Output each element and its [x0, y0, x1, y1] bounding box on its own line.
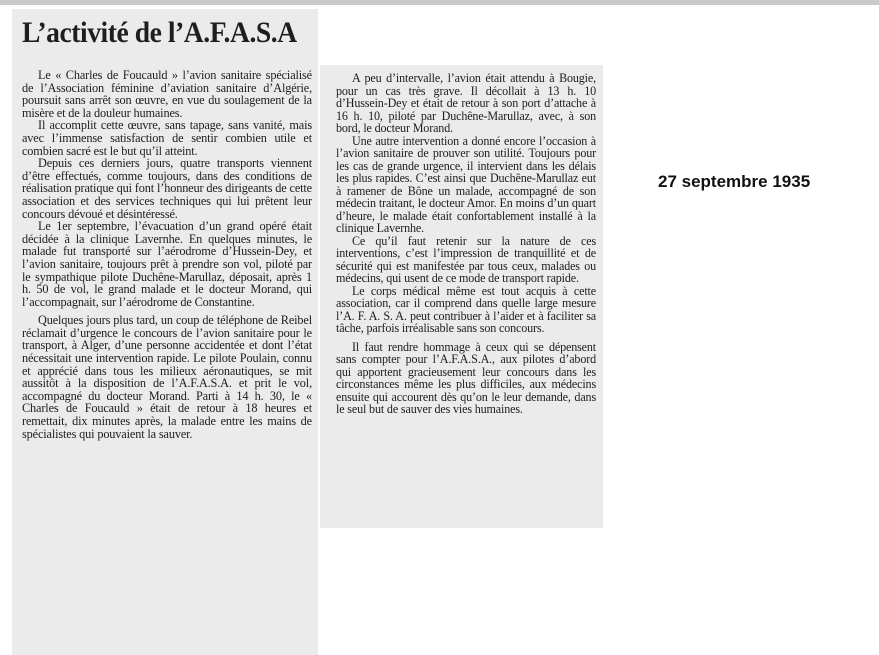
paragraph: A peu d’intervalle, l’avion était attendu à Bougie, pour un cas très grave. Il décollait à 13 h. 10 d’Hussein-Dey et était de retour à son port d’attache à 16 h. 10, piloté par Duchêne-Marullaz, avec, à son bord, le docteur Morand.: [336, 71, 596, 135]
paragraph: Le corps médical même est tout acquis à cette association, car il comprend dans quelle large mesure l’A. F. A. S. A. peut contribuer à l’aider et à faciliter sa tâche, parfois irréalisable sans son concours.: [336, 283, 596, 335]
paragraph: Il faut rendre hommage à ceux qui se dépensent sans compter pour l’A.F.A.S.A., aux pilotes d’abord qui apportent gracieusement leur concours dans les circonstances même les plus difficiles, aux médecins ensuite qui accourent dès qu’on le leur demande, dans le seul but de sauver des vies humaines.: [336, 339, 596, 416]
top-divider-bar: [0, 0, 879, 5]
paragraph: Ce qu’il faut retenir sur la nature de ces interventions, c’est l’impression de tranquillité et de sécurité qui est manifestée par tous ceux, malades ou médecins, qui usent de ce mode de transport rapide.: [336, 233, 596, 285]
paragraph: Le 1er septembre, l’évacuation d’un grand opéré était décidée à la clinique Lavernhe. En quelques minutes, le malade fut transporté sur l’aérodrome d’Hussein-Dey, et l’avion sanitaire, toujours prêt à prendre son vol, piloté par le sympathique pilote Duchêne-Marullaz, déposait, après 1 h. 50 de vol, le grand malade et le docteur Morand, qui l’accompagnait, sur l’aérodrome de Constantine.: [22, 219, 312, 309]
date-label: 27 septembre 1935: [658, 172, 811, 191]
article-headline: L’activité de l’A.F.A.S.A: [22, 16, 297, 49]
paragraph: Il accomplit cette œuvre, sans tapage, sans vanité, mais avec l’immense satisfaction de sentir combien utile et combien sacré est le but qu’il atteint.: [22, 118, 312, 158]
right-column: [336, 72, 596, 416]
newspaper-clipping-left: [12, 9, 318, 655]
left-column: [22, 69, 312, 440]
paragraph: Une autre intervention a donné encore l’occasion à l’avion sanitaire de prouver son utilité. Toujours pour les cas de grande urgence, il intervient dans les délais les plus rapides. C’est ainsi que Duchêne-Marullaz eut à ramener de Bône un malade, accompagné de son médecin traitant, le docteur Amor. En moins d’un quart d’heure, le malade était confortablement installé à la clinique Lavernhe.: [336, 133, 596, 235]
paragraph: Le « Charles de Foucauld » l’avion sanitaire spécialisé de l’Association féminine d’aviation sanitaire d’Algérie, poursuit sans arrêt son œuvre, en vue du soulagement de la misère et de la douleur humaines.: [22, 68, 312, 120]
paragraph: Depuis ces derniers jours, quatre transports viennent d’être effectués, comme toujours, dans des conditions de réalisation pratique qui font l’honneur des dirigeants de cette association et des services techniques qui lui prêtent leur concours dévoué et désintéressé.: [22, 156, 312, 221]
paragraph: Quelques jours plus tard, un coup de téléphone de Reibel réclamait d’urgence le concours de l’avion sanitaire pour le transport, à Alger, d’une personne accidentée et dont l’état nécessitait une intervention rapide. Le pilote Poulain, connu et apprécié dans tous les milieux aéronautiques, se mit aussitôt à la disposition de l’A.F.A.S.A. et prit le vol, accompagné du docteur Morand. Parti à 14 h. 30, le « Charles de Foucauld » était de retour à 18 heures et remettait, dix minutes après, la malade entre les mains de spécialistes qui pouvaient la sauver.: [22, 313, 312, 441]
newspaper-clipping-right: [320, 65, 603, 528]
